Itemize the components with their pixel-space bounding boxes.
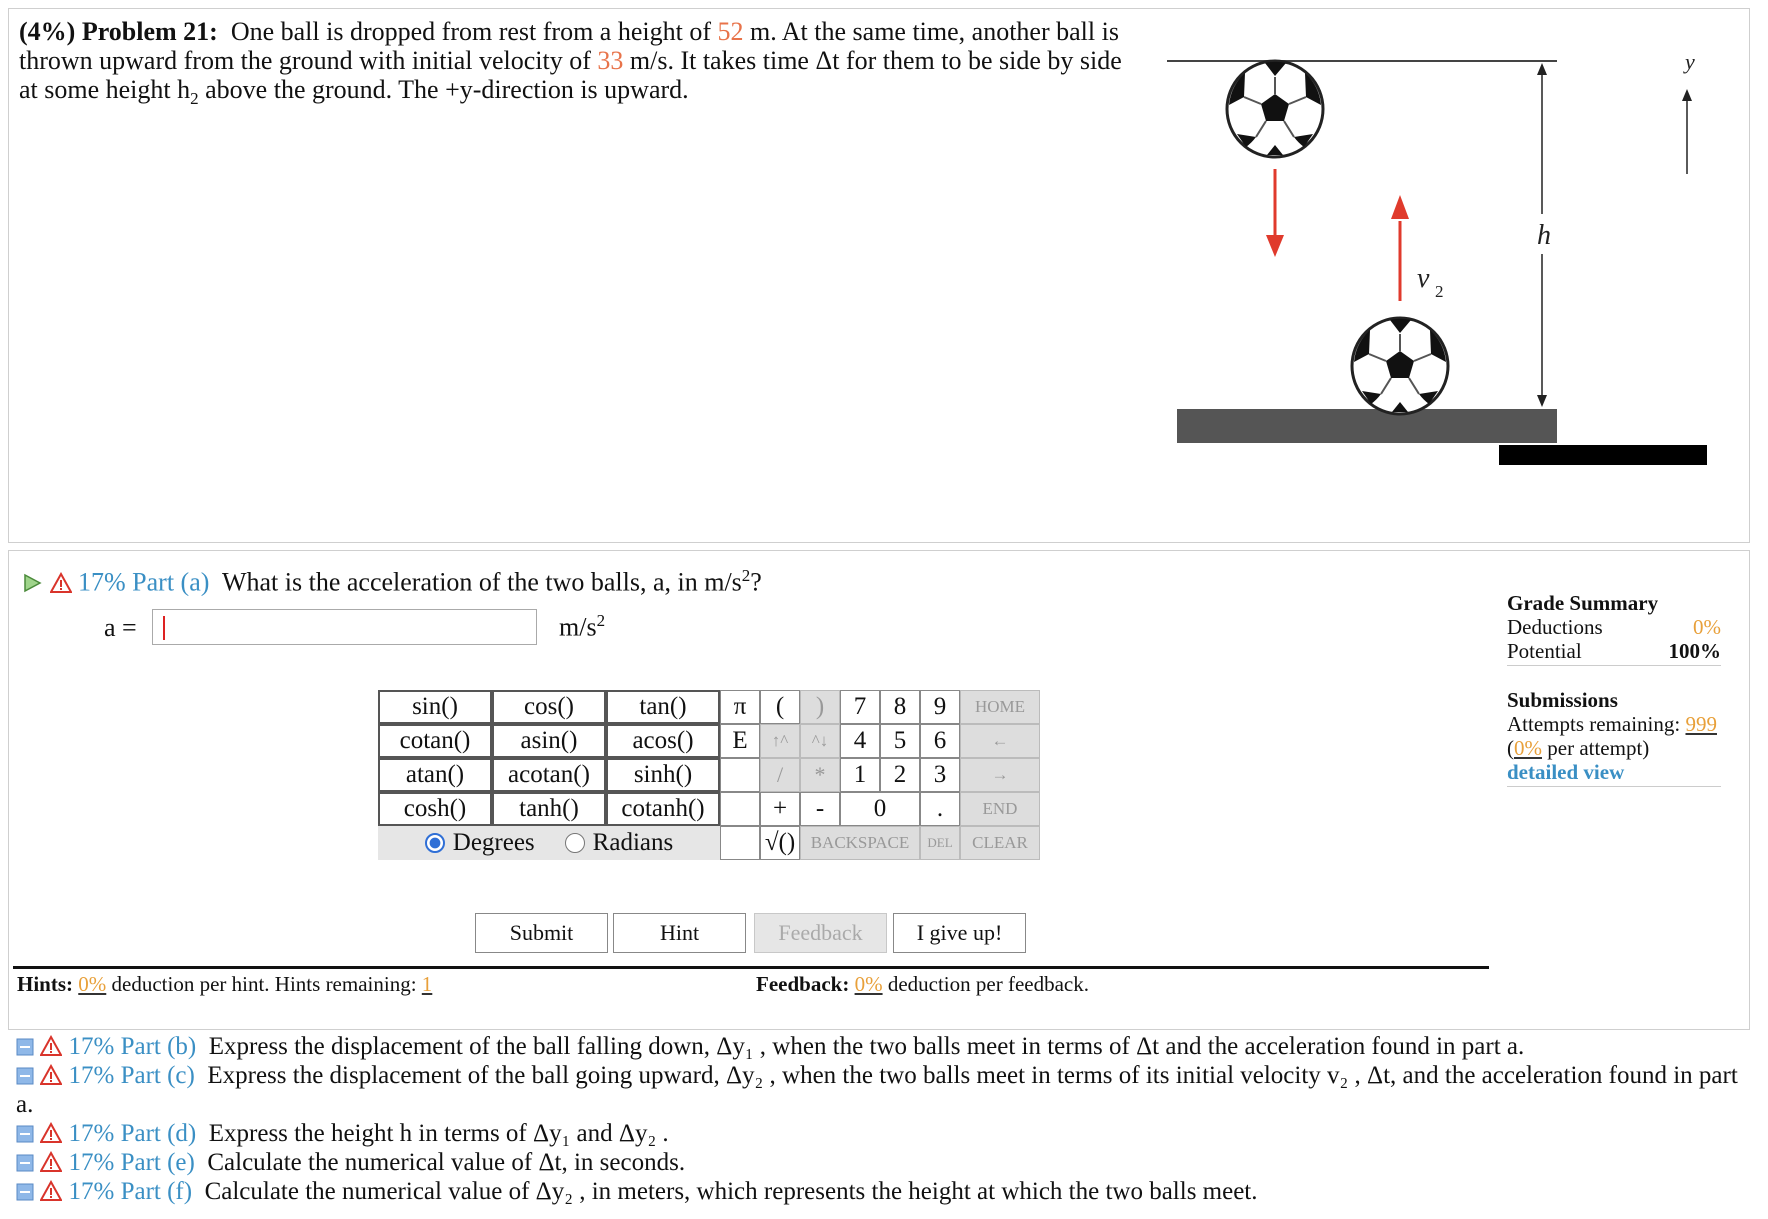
part-f-label: Part (f): [120, 1178, 193, 1205]
key-rparen[interactable]: ): [800, 690, 840, 724]
degrees-radio[interactable]: [425, 833, 445, 853]
warning-icon: [40, 1122, 62, 1144]
part-a-question-sup: 2: [741, 566, 751, 585]
problem-panel: [8, 8, 1750, 543]
problem-text-1: One ball is dropped from rest from a height of: [230, 17, 711, 46]
velocity-subscript: 2: [1435, 282, 1444, 301]
warning-icon: [40, 1035, 62, 1057]
radians-radio[interactable]: [565, 833, 585, 853]
key-sqrt[interactable]: √(): [760, 826, 800, 860]
redaction-bar: [1499, 445, 1707, 465]
key-end[interactable]: END: [960, 792, 1040, 826]
key-2[interactable]: 2: [880, 758, 920, 792]
part-c-item[interactable]: [16, 1061, 1756, 1119]
part-f-item[interactable]: [16, 1177, 1756, 1206]
downward-velocity-arrow: [1266, 169, 1284, 257]
key-divide[interactable]: /: [760, 758, 800, 792]
warning-icon: [40, 1151, 62, 1173]
key-del[interactable]: DEL: [920, 826, 960, 860]
grade-summary-title: Grade Summary: [1507, 591, 1659, 615]
per-attempt-row: [1507, 736, 1721, 760]
potential-row: [1507, 639, 1721, 663]
angle-mode-row: [378, 826, 720, 860]
radians-label[interactable]: Radians: [592, 829, 674, 856]
part-d-text: Express the height h in terms of Δy₁ and Δy₂ .: [208, 1120, 669, 1147]
expand-arrow-icon[interactable]: [21, 572, 43, 594]
y-axis-label: y: [1685, 49, 1695, 74]
key-multiply[interactable]: *: [800, 758, 840, 792]
attempts-label: Attempts remaining:: [1507, 712, 1681, 736]
key-right[interactable]: →: [960, 758, 1040, 792]
submit-button[interactable]: Submit: [475, 913, 608, 953]
problem-text-4: above the ground. The +y-direction is upward.: [205, 75, 689, 104]
warning-icon: [40, 1064, 62, 1086]
y-axis-arrow: [1682, 49, 1695, 174]
key-8[interactable]: 8: [880, 690, 920, 724]
problem-text-2: m. At the same time, another ball is thrown upward from the ground with initial velocity of: [19, 17, 1119, 75]
key-sin[interactable]: sin(): [378, 690, 492, 724]
part-e-pct: 17%: [68, 1149, 115, 1176]
part-b-pct: 17%: [68, 1033, 115, 1060]
grade-summary: [1507, 591, 1721, 787]
warning-icon: [50, 572, 72, 594]
key-clear[interactable]: CLEAR: [960, 826, 1040, 860]
feedback-text: deduction per feedback.: [887, 972, 1089, 996]
feedback-info: [756, 972, 1089, 997]
attempts-value: 999: [1685, 712, 1717, 736]
key-1[interactable]: 1: [840, 758, 880, 792]
key-cosh[interactable]: cosh(): [378, 792, 492, 826]
answer-input[interactable]: [152, 609, 537, 645]
key-backspace[interactable]: BACKSPACE: [800, 826, 920, 860]
give-up-button[interactable]: I give up!: [893, 913, 1026, 953]
part-a-header[interactable]: [21, 561, 762, 598]
key-left[interactable]: ←: [960, 724, 1040, 758]
key-up[interactable]: ↑^: [760, 724, 800, 758]
expand-box-icon[interactable]: [16, 1183, 34, 1201]
velocity-label: v: [1417, 263, 1430, 294]
potential-value: 100%: [1668, 639, 1721, 663]
part-a-label: Part (a): [132, 567, 210, 597]
physics-figure: [1167, 39, 1707, 469]
expand-box-icon[interactable]: [16, 1125, 34, 1143]
part-e-item[interactable]: [16, 1148, 1756, 1177]
key-acotan[interactable]: acotan(): [492, 758, 606, 792]
key-lparen[interactable]: (: [760, 690, 800, 724]
key-asin[interactable]: asin(): [492, 724, 606, 758]
part-f-text: Calculate the numerical value of Δy₂ , in meters, which represents the height at which the two balls meet.: [204, 1178, 1258, 1205]
key-5[interactable]: 5: [880, 724, 920, 758]
problem-subscript: 2: [190, 89, 199, 109]
other-parts-list: [16, 1032, 1756, 1206]
key-home[interactable]: HOME: [960, 690, 1040, 724]
problem-text-3: m/s. It takes time Δt for them to be side by side at some height h: [19, 46, 1122, 104]
deductions-row: [1507, 615, 1721, 639]
key-minus[interactable]: -: [800, 792, 840, 826]
key-3[interactable]: 3: [920, 758, 960, 792]
deductions-label: Deductions: [1507, 615, 1603, 639]
key-cotan[interactable]: cotan(): [378, 724, 492, 758]
height-label: h: [1537, 220, 1551, 251]
key-cos[interactable]: cos(): [492, 690, 606, 724]
key-blank-3: [720, 826, 760, 860]
text-cursor: [163, 616, 165, 640]
key-e[interactable]: E: [720, 724, 760, 758]
hints-info: [17, 972, 432, 997]
part-c-text: Express the displacement of the ball going upward, Δy₂ , when the two balls meet in terms of its initial velocity v₂ , Δt, and the acceleration found in part a.: [16, 1062, 1738, 1118]
dropped-ball: [1227, 61, 1323, 157]
part-c-label: Part (c): [120, 1062, 195, 1089]
key-tanh[interactable]: tanh(): [492, 792, 606, 826]
key-blank: [720, 758, 760, 792]
problem-statement: [19, 17, 1139, 113]
feedback-button: Feedback: [754, 913, 887, 953]
problem-title: Problem 21:: [81, 17, 218, 46]
part-e-label: Part (e): [120, 1149, 195, 1176]
key-4[interactable]: 4: [840, 724, 880, 758]
height-dimension: [1529, 63, 1555, 407]
part-a-pct: 17%: [78, 567, 126, 597]
unit-text: m/s: [559, 612, 597, 642]
problem-weight: (4%): [19, 17, 76, 46]
part-b-item[interactable]: [16, 1032, 1756, 1061]
hint-button[interactable]: Hint: [613, 913, 746, 953]
attempts-row: [1507, 712, 1721, 736]
expand-box-icon[interactable]: [16, 1067, 34, 1085]
degrees-label[interactable]: Degrees: [452, 829, 535, 856]
key-7[interactable]: 7: [840, 690, 880, 724]
hints-feedback-divider: [13, 966, 1489, 969]
warning-icon: [40, 1180, 62, 1202]
key-blank-2: [720, 792, 760, 826]
key-6[interactable]: 6: [920, 724, 960, 758]
per-attempt-pct: 0%: [1514, 736, 1542, 760]
hints-label: Hints:: [17, 972, 74, 996]
ground: [1177, 409, 1557, 443]
key-down[interactable]: ^↓: [800, 724, 840, 758]
key-pi[interactable]: π: [720, 690, 760, 724]
part-d-item[interactable]: [16, 1119, 1756, 1148]
part-c-pct: 17%: [68, 1062, 115, 1089]
part-e-text: Calculate the numerical value of Δt, in seconds.: [207, 1149, 686, 1176]
per-attempt-open: (: [1507, 736, 1514, 760]
deductions-value: 0%: [1693, 615, 1721, 639]
key-dot[interactable]: .: [920, 792, 960, 826]
key-atan[interactable]: atan(): [378, 758, 492, 792]
part-d-label: Part (d): [120, 1120, 197, 1147]
part-b-label: Part (b): [120, 1033, 197, 1060]
part-f-pct: 17%: [68, 1178, 115, 1205]
velocity-value: 33: [597, 46, 624, 75]
answer-label: a =: [104, 613, 137, 642]
submissions-title: Submissions: [1507, 688, 1618, 712]
unit-sup: 2: [596, 611, 606, 630]
per-attempt-text: per attempt): [1547, 736, 1650, 760]
thrown-ball: [1352, 318, 1448, 414]
key-tan[interactable]: tan(): [606, 690, 720, 724]
feedback-deduction: 0%: [854, 972, 883, 996]
part-a-panel: [8, 550, 1750, 1030]
key-0[interactable]: 0: [840, 792, 920, 826]
potential-label: Potential: [1507, 639, 1582, 663]
key-plus[interactable]: +: [760, 792, 800, 826]
key-acos[interactable]: acos(): [606, 724, 720, 758]
hints-text: deduction per hint. Hints remaining:: [111, 972, 417, 996]
feedback-label: Feedback:: [756, 972, 850, 996]
key-cotanh[interactable]: cotanh(): [606, 792, 720, 826]
hint-deduction: 0%: [78, 972, 107, 996]
expand-box-icon[interactable]: [16, 1038, 34, 1056]
upward-velocity-arrow: [1391, 195, 1409, 301]
answer-unit: [559, 611, 605, 643]
part-b-text: Express the displacement of the ball falling down, Δy₁ , when the two balls meet in terms of Δt and the acceleration found in part a.: [208, 1033, 1525, 1060]
hints-remaining: 1: [421, 972, 433, 996]
key-9[interactable]: 9: [920, 690, 960, 724]
part-d-pct: 17%: [68, 1120, 115, 1147]
part-a-question-end: ?: [750, 567, 762, 597]
key-sinh[interactable]: sinh(): [606, 758, 720, 792]
detailed-view-link[interactable]: detailed view: [1507, 760, 1721, 787]
part-a-question: What is the acceleration of the two balls, a, in m/s: [221, 567, 742, 597]
height-value: 52: [717, 17, 744, 46]
expand-box-icon[interactable]: [16, 1154, 34, 1172]
